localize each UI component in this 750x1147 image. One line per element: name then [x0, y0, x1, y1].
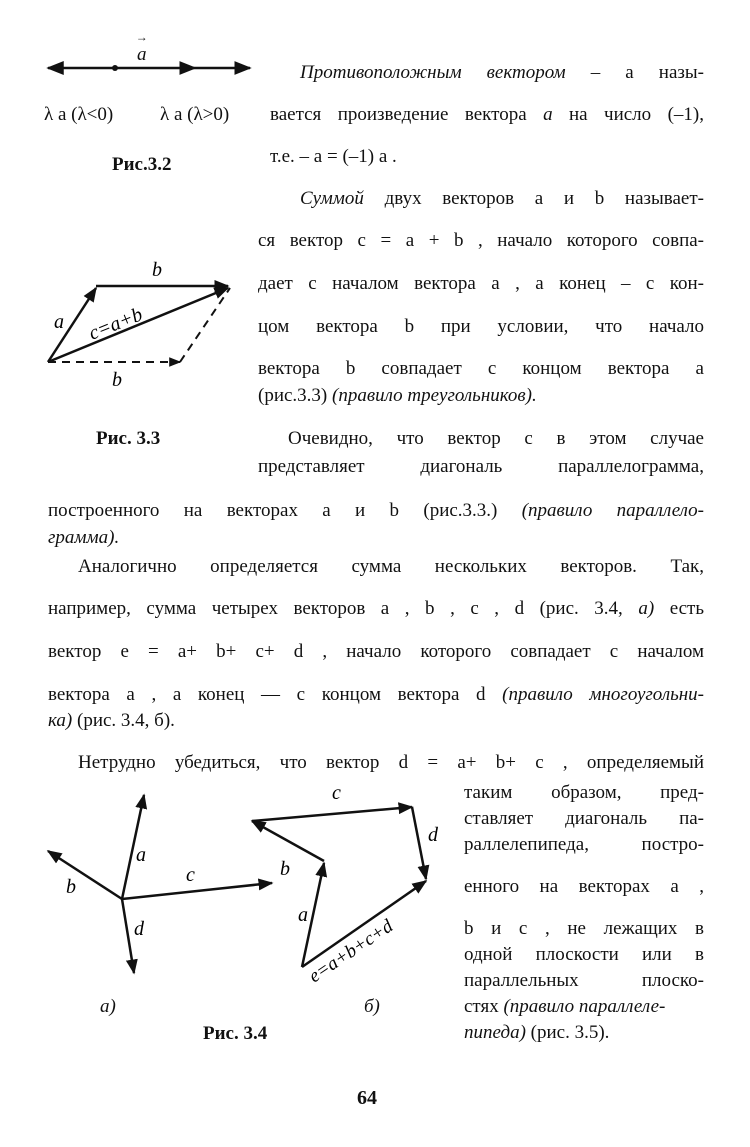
- p3-line4: грамма).: [48, 527, 120, 548]
- fig34a-vector-c: [122, 883, 272, 899]
- fig33-label-b-bottom: b: [112, 369, 122, 388]
- p5-line2: таким образом, пред-: [464, 782, 704, 803]
- p3-line3: построенного на векторах a и b (рис.3.3.) (правило параллело-: [48, 500, 705, 521]
- fig32-right-label: λ a (λ>0): [160, 104, 230, 125]
- figure-3-4: [40, 775, 450, 990]
- fig34a-label-c: c: [186, 864, 195, 886]
- figure-3-3: [40, 258, 250, 388]
- p2-line5: вектора b совпадает с концом вектора a: [258, 358, 704, 379]
- fig34b-vector-c: [252, 807, 412, 821]
- p5-line4: раллелепипеда, постро-: [464, 834, 704, 855]
- fig33-dashed-side: [180, 288, 230, 362]
- p5-line10: пипеда) (рис. 3.5).: [464, 1022, 610, 1043]
- p1-line3: т.е. – a = (–1) a .: [270, 146, 397, 167]
- fig34b-label-b: b: [280, 858, 290, 880]
- p2-line1: Суммой двух векторов a и b называет-: [300, 188, 704, 209]
- fig33-label-b-top: b: [152, 259, 162, 281]
- fig34a-label-a: a: [136, 844, 146, 866]
- fig34b-label-c: c: [332, 782, 341, 804]
- fig34-sub-a: а): [100, 996, 116, 1017]
- fig34b-label-a: a: [298, 904, 308, 926]
- fig34a-label-b: b: [66, 876, 76, 898]
- fig34-caption: Рис. 3.4: [203, 1023, 268, 1044]
- figure-3-2: [40, 40, 260, 90]
- p1-line1: Противоположным вектором – a назы-: [300, 62, 704, 83]
- p3-line1: Очевидно, что вектор c в этом случае: [288, 428, 704, 449]
- fig34a-label-d: d: [134, 918, 144, 940]
- p5-line8: параллельных плоско-: [464, 970, 704, 991]
- p4-line4: вектора a , а конец — с концом вектора d (правило многоугольни-: [48, 684, 705, 705]
- fig32-left-label: λ a (λ<0): [44, 104, 114, 125]
- fig34b-vector-b: [252, 821, 324, 861]
- fig34a-vector-d: [122, 899, 134, 973]
- page-number: 64: [357, 1087, 377, 1109]
- p2-line3: дает с началом вектора a , а конец – с кон-: [258, 273, 704, 294]
- p3-line2: представляет диагональ параллелограмма,: [258, 456, 704, 477]
- p5-line9: стях (правило параллеле-: [464, 996, 666, 1017]
- p4-line1: Аналогично определяется сумма нескольких векторов. Так,: [78, 556, 704, 577]
- fig34a-vector-b: [48, 851, 122, 899]
- p2-line6: (рис.3.3) (правило треугольников).: [258, 385, 537, 406]
- fig34b-label-d: d: [428, 824, 438, 846]
- fig33-caption: Рис. 3.3: [96, 428, 161, 449]
- p5-line7: одной плоскости или в: [464, 944, 704, 965]
- origin-point: [112, 65, 118, 71]
- p2-line4: цом вектора b при условии, что начало: [258, 316, 704, 337]
- fig34b-vector-d: [412, 807, 426, 879]
- p4-line2: например, сумма четырех векторов a , b , c , d (рис. 3.4, а) есть: [48, 598, 705, 619]
- p4-line5: ка) (рис. 3.4, б).: [48, 710, 175, 731]
- fig32-caption: Рис.3.2: [112, 154, 172, 175]
- fig33-label-c: c=a+b: [85, 303, 146, 345]
- fig34b-label-e: e=a+b+c+d: [305, 915, 397, 988]
- p2-line2: ся вектор c = a + b , начало которого совпа-: [258, 230, 704, 251]
- p5-line6: b и c , не лежащих в: [464, 918, 704, 939]
- p5-line1: Нетрудно убедиться, что вектор d = a+ b+ c , определяемый: [78, 752, 704, 773]
- fig33-label-a: a: [54, 311, 64, 333]
- p5-line5: енного на векторах a ,: [464, 876, 704, 897]
- fig32-vec-label: → a: [136, 44, 148, 66]
- fig34-sub-b: б): [364, 996, 380, 1017]
- p4-line3: вектор e = a+ b+ c+ d , начало которого совпадает с началом: [48, 641, 704, 662]
- p1-line2: вается произведение вектора a на число (–1),: [270, 104, 704, 125]
- p5-line3: ставляет диагональ па-: [464, 808, 704, 829]
